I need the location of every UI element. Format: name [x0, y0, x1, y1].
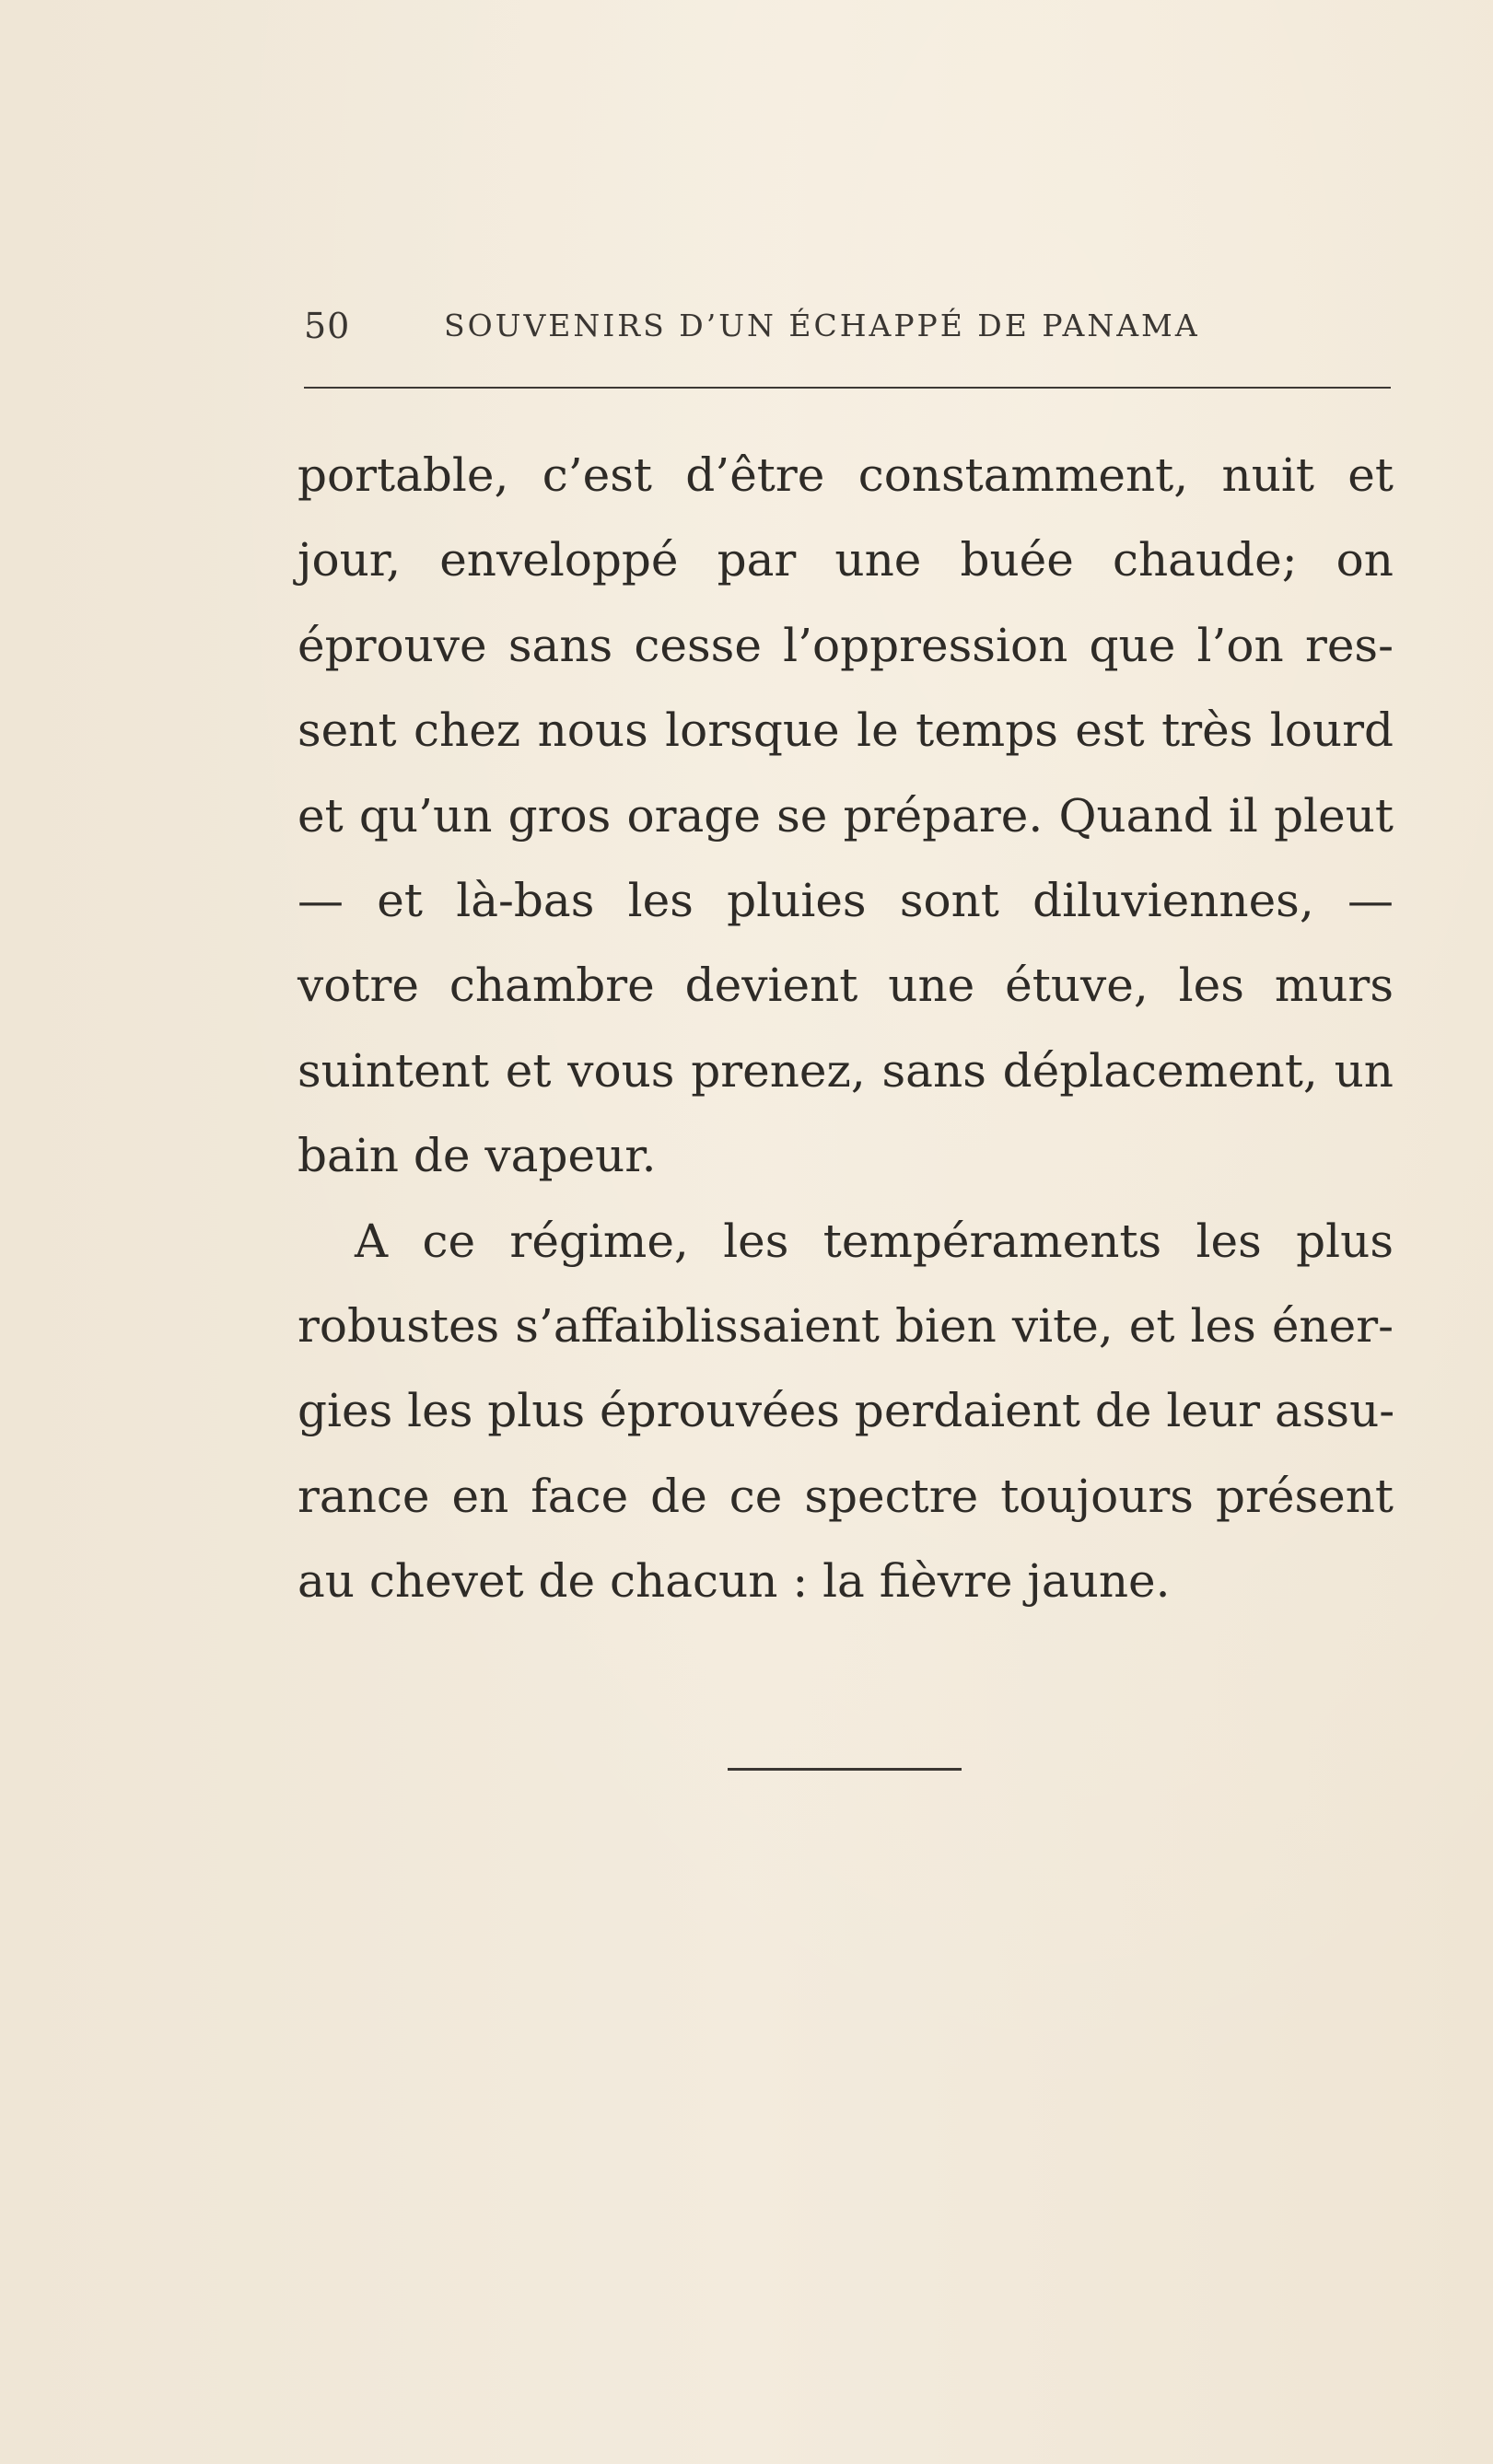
page-number: 50 [304, 306, 351, 346]
chapter-end-rule [728, 1768, 962, 1771]
text-line: éprouve sans cesse l’oppression que l’on res- [297, 618, 1394, 672]
text-line: A ce régime, les tempéraments les plus [355, 1214, 1394, 1268]
text-line: suintent et vous prenez, sans déplacement, un [297, 1043, 1394, 1098]
paragraph-1 [297, 433, 1394, 1199]
text-line: jour, enveloppé par une buée chaude; on [297, 533, 1394, 587]
text-line: votre chambre devient une étuve, les murs [297, 959, 1394, 1013]
text-line: au chevet de chacun : la fièvre jaune. [297, 1554, 1171, 1609]
text-line: — et là-bas les pluies sont diluviennes, — [297, 873, 1394, 927]
text-line: gies les plus éprouvées perdaient de leur assu- [297, 1384, 1395, 1438]
text-line: bain de vapeur. [297, 1129, 657, 1183]
running-title: SOUVENIRS D’UN ÉCHAPPÉ DE PANAMA [444, 308, 1200, 343]
header-rule [304, 387, 1391, 389]
paragraph-2 [297, 1199, 1394, 1624]
text-line: sent chez nous lorsque le temps est très lourd [297, 703, 1394, 758]
body-text [297, 433, 1394, 1623]
text-line: rance en face de ce spectre toujours présent [297, 1469, 1394, 1523]
page-header [304, 296, 1391, 352]
text-line: robustes s’affaiblissaient bien vite, et les éner- [297, 1298, 1394, 1353]
text-line: portable, c’est d’être constamment, nuit et [297, 448, 1394, 502]
text-line: et qu’un gros orage se prépare. Quand il pleut [297, 788, 1394, 843]
